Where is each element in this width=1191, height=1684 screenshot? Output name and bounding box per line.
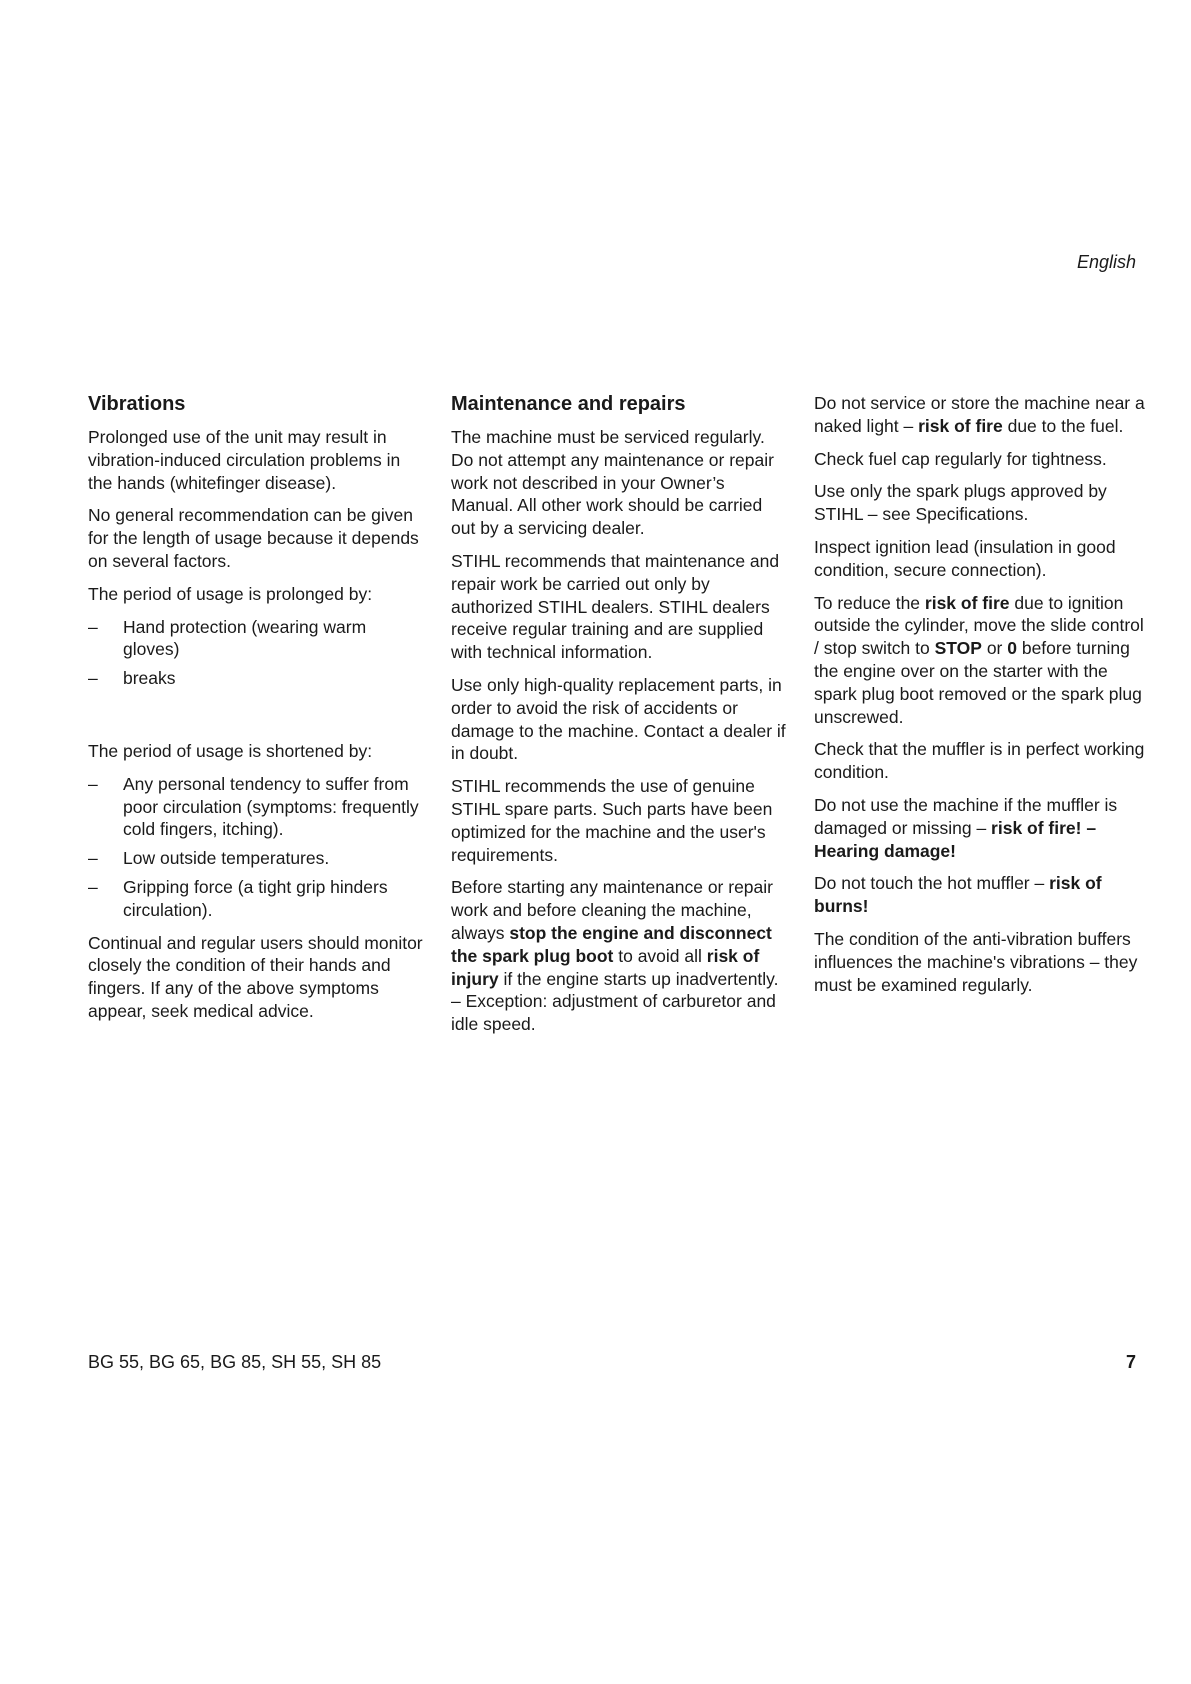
text-run: if the engine starts up inadvertently. – Exception: adjustment of carburetor and idle speed. [451, 968, 779, 1035]
paragraph: Prolonged use of the unit may result in vibration-induced circulation problems in the hands (whitefinger disease). [88, 427, 401, 493]
bold-text: risk of fire! – Hearing damage! [814, 817, 1097, 861]
prolonged-by-list [88, 616, 423, 690]
text-run: Do not touch the hot muffler – [814, 873, 1050, 894]
text-run: or [981, 638, 1008, 659]
paragraph: Check fuel cap regularly for tightness. [814, 448, 1107, 469]
page-number: 7 [1125, 1352, 1136, 1372]
paragraph: Check that the muffler is in perfect working condition. [814, 739, 1145, 783]
column-vibrations [88, 392, 423, 1033]
paragraph [814, 392, 1149, 438]
section-heading-maintenance: Maintenance and repairs [451, 393, 686, 415]
bold-text: risk of fire [918, 415, 1003, 436]
list-item: – Hand protection (wearing warm gloves) [88, 616, 423, 662]
shortened-by-list [88, 773, 423, 922]
bold-text: risk of fire [924, 592, 1010, 613]
paragraph: The period of usage is shortened by: [88, 740, 373, 761]
paragraph [814, 872, 1149, 918]
paragraph: Use only high-quality replacement parts, in order to avoid the risk of accidents or damage to the machine. Contact a dealer if in doubt. [451, 674, 786, 764]
bold-text: risk of burns! [814, 873, 1102, 917]
text-run: Do not service or store the machine near a naked light – [814, 393, 1145, 436]
paragraph [814, 794, 1149, 862]
language-label: English [1076, 252, 1136, 272]
footer-model-list: BG 55, BG 65, BG 85, SH 55, SH 85 [88, 1352, 382, 1372]
section-heading-vibrations: Vibrations [88, 393, 186, 415]
bold-text: STOP [934, 638, 982, 659]
text-run: Before starting any maintenance or repair work and before cleaning the machine, always [451, 877, 773, 943]
paragraph: Use only the spark plugs approved by STIHL – see Specifications. [814, 481, 1107, 525]
column-safety [814, 392, 1149, 1006]
paragraph: STIHL recommends that maintenance and repair work be carried out only by authorized STIHL dealers. STIHL dealers receive regular training and are supplied with technical information. [451, 550, 780, 663]
paragraph: No general recommendation can be given for the length of usage because it depends on several factors. [88, 505, 419, 571]
bold-text: 0 [1007, 638, 1017, 659]
paragraph: The period of usage is prolonged by: [88, 583, 373, 604]
list-item: – Any personal tendency to suffer from poor circulation (symptoms: frequently cold fingers, itching). [88, 773, 423, 841]
paragraph: The machine must be serviced regularly. Do not attempt any maintenance or repair work not described in your Owner’s Manual. All other work should be carried out by a servicing dealer. [451, 427, 774, 539]
text-run: Do not use the machine if the muffler is damaged or missing – [814, 794, 1118, 838]
paragraph [451, 876, 786, 1036]
list-item: – breaks [88, 667, 423, 690]
text-run: due to the fuel. [1002, 415, 1124, 436]
paragraph: STIHL recommends the use of genuine STIHL spare parts. Such parts have been optimized for the machine and the user's requirements. [451, 776, 773, 865]
text-run: to avoid all [613, 945, 707, 966]
text-run: before turning the engine over on the starter with the spark plug boot removed or the spark plug unscrewed. [814, 638, 1142, 727]
list-item: – Gripping force (a tight grip hinders circulation). [88, 876, 423, 922]
bold-text: stop the engine and disconnect the spark plug boot [451, 922, 772, 966]
paragraph: Inspect ignition lead (insulation in good condition, secure connection). [814, 536, 1116, 580]
text-run: due to ignition outside the cylinder, move the slide control / stop switch to [814, 592, 1144, 659]
text-run: To reduce the [814, 592, 925, 613]
bold-text: risk of injury [451, 945, 760, 989]
paragraph [814, 592, 1149, 729]
paragraph: The condition of the anti-vibration buffers influences the machine's vibrations – they must be examined regularly. [814, 928, 1138, 995]
paragraph: Continual and regular users should monitor closely the condition of their hands and fingers. If any of the above symptoms appear, seek medical advice. [88, 932, 423, 1021]
list-item: – Low outside temperatures. [88, 847, 423, 870]
column-maintenance [451, 392, 786, 1046]
